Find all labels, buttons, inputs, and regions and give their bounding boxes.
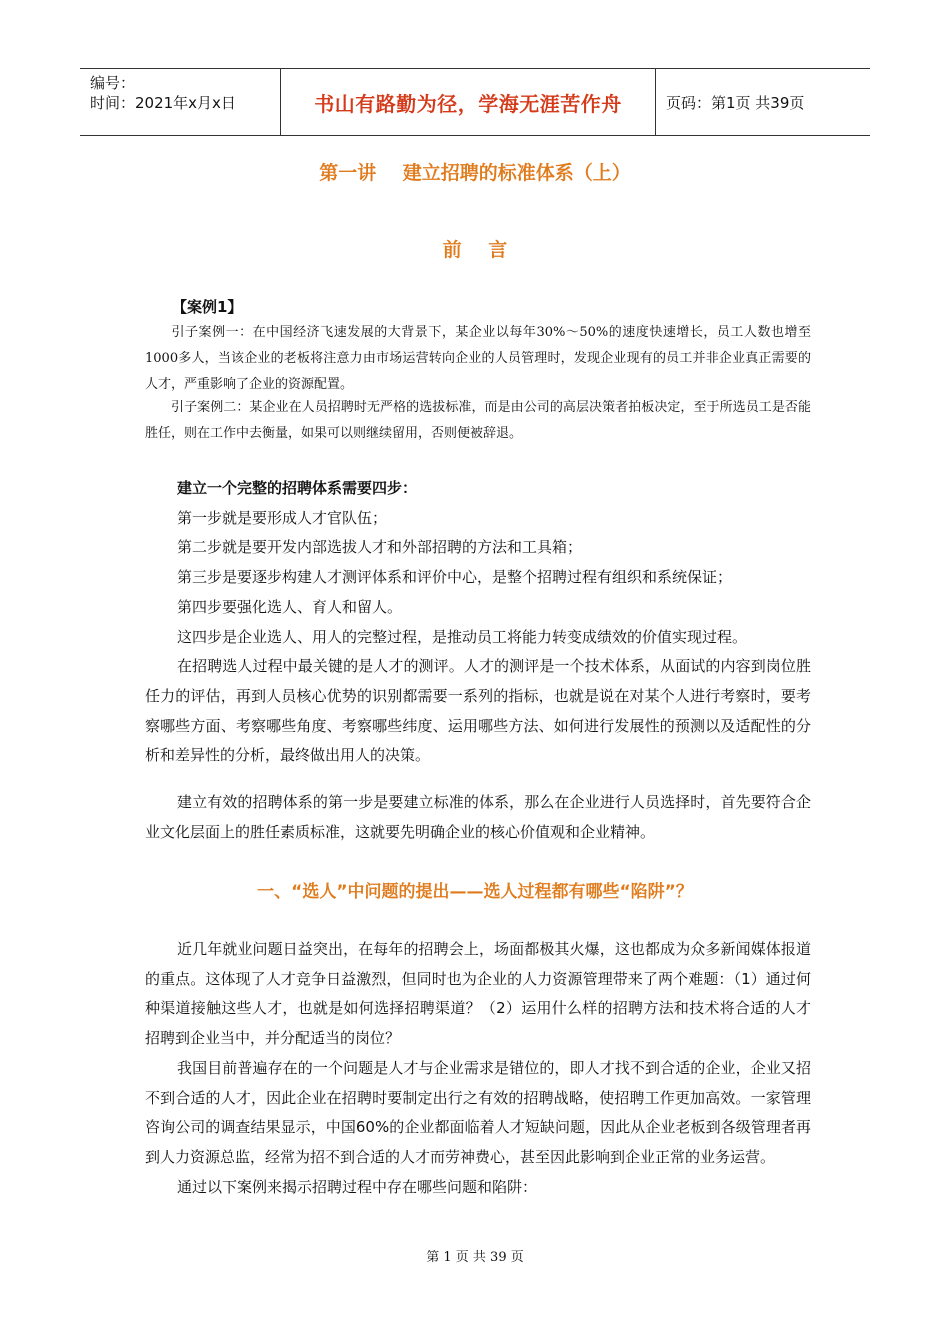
case-two-text: 引子案例二：某企业在人员招聘时无严格的选拔标准，而是由公司的高层决策者拍板决定，至于所选员工是否能胜任，则在工作中去衡量，如果可以则继续留用，否则便被辞退。 (145, 400, 811, 441)
lecture-title: 第一讲 建立招聘的标准体系（上） (319, 162, 631, 184)
preface-heading: 前 言 (442, 239, 508, 261)
assessment-paragraph: 在招聘选人过程中最关键的是人才的测评。人才的测评是一个技术体系，从面试的内容到岗位胜任力的评估，再到人员核心优势的识别都需要一系列的指标，也就是说在对某个人进行考察时，要考察哪些方面、考察哪些角度、考察哪些纬度、运用哪些方法、如何进行发展性的预测以及适配性的分析和差异性的分析，最终做出用人的决策。 (145, 657, 811, 765)
step-item: 第三步是要逐步构建人才测评体系和评价中心，是整个招聘过程有组织和系统保证； (177, 568, 733, 587)
section-paragraph: 通过以下案例来揭示招聘过程中存在哪些问题和陷阱： (177, 1177, 538, 1196)
page-footer: 第 1 页 共 39 页 (426, 1250, 524, 1265)
case-one (145, 320, 811, 398)
section-body (145, 935, 811, 1202)
doc-date: 时间：2021年x月x日 (90, 94, 236, 112)
step-summary: 这四步是企业选人、用人的完整过程，是推动员工将能力转变成绩效的价值实现过程。 (177, 627, 748, 646)
section-paragraph: 近几年就业问题日益突出，在每年的招聘会上，场面都极其火爆，这也都成为众多新闻媒体报道的重点。这体现了人才竞争日益激烈，但同时也为企业的人力资源管理带来了两个难题：（1）通过何种渠道接触这些人才，也就是如何选择招聘渠道？（2）运用什么样的招聘方法和技术将合适的人才招聘到企业当中，并分配适当的岗位？ (145, 940, 811, 1048)
standard-paragraph: 建立有效的招聘体系的第一步是要建立标准的体系，那么在企业进行人员选择时，首先要符合企业文化层面上的胜任素质标准，这就要先明确企业的核心价值观和企业精神。 (145, 793, 811, 841)
section-paragraph: 我国目前普遍存在的一个问题是人才与企业需求是错位的，即人才找不到合适的企业，企业又招不到合适的人才，因此企业在招聘时要制定出行之有效的招聘战略，使招聘工作更加高效。一家管理咨询公司的调查结果显示，中国60%的企业都面临着人才短缺问题，因此从企业老板到各级管理者再到人力资源总监，经常为招不到合适的人才而劳神费心，甚至因此影响到企业正常的业务运营。 (145, 1058, 811, 1166)
standard-block (145, 788, 811, 847)
case-one-text: 引子案例一：在中国经济飞速发展的大背景下，某企业以每年30%～50%的速度快速增长，员工人数也增至1000多人，当该企业的老板将注意力由市场运营转向企业的人员管理时，发现企业现有的员工并非企业真正需要的人才，严重影响了企业的资源配置。 (145, 325, 811, 392)
doc-number: 编号： (90, 74, 136, 92)
page-header (80, 68, 870, 136)
step-item: 第二步就是要开发内部选拔人才和外部招聘的方法和工具箱； (177, 538, 583, 557)
step-item: 第四步要强化选人、育人和留人。 (177, 597, 403, 616)
case-two (145, 395, 811, 447)
header-meta (80, 69, 280, 135)
case-label: 【案例1】 (172, 298, 243, 316)
step-item: 第一步就是要形成人才官队伍； (177, 508, 388, 527)
steps-heading: 建立一个完整的招聘体系需要四步： (177, 479, 418, 497)
section-title: 一、“选人”中问题的提出——选人过程都有哪些“陷阱”？ (257, 882, 693, 902)
header-page-info: 页码：第1页 共39页 (666, 93, 805, 112)
four-steps-block (145, 474, 811, 771)
header-motto: 书山有路勤为径，学海无涯苦作舟 (280, 69, 656, 135)
